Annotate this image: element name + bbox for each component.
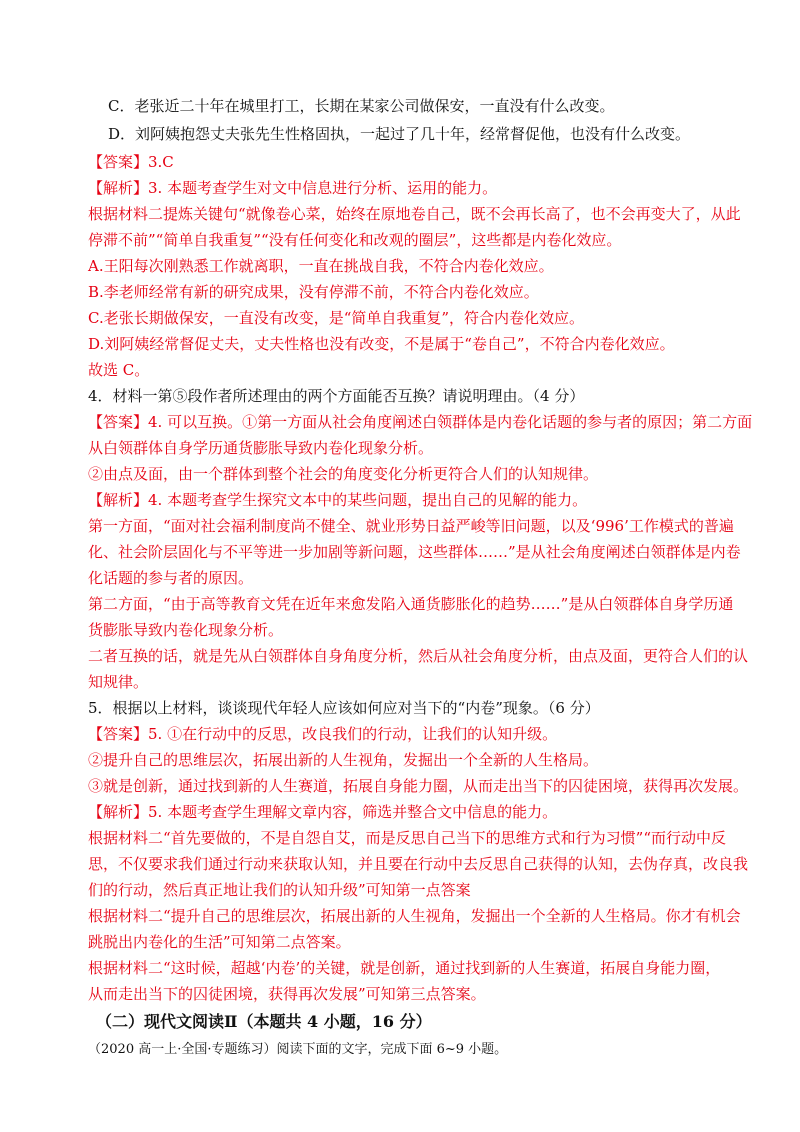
section-heading: （二）现代文阅读Ⅱ（本题共 4 小题，16 分） bbox=[96, 1012, 432, 1031]
answer-5: 【答案】5. ①在行动中的反思，改良我们的行动，让我们的认知升级。 bbox=[88, 725, 558, 743]
answer-4-line: ②由点及面，由一个群体到整个社会的角度变化分析更符合人们的认知规律。 bbox=[88, 465, 599, 483]
analysis-4: 【解析】4. 本题考查学生探究文本中的某些问题，提出自己的见解的能力。 bbox=[88, 491, 588, 509]
answer-5-line: ②提升自己的思维层次，拓展出新的人生视角，发掘出一个全新的人生格局。 bbox=[88, 751, 599, 769]
analysis-4-line: 二者互换的话，就是先从白领群体自身角度分析，然后从社会角度分析，由点及面，更符合人们的认 bbox=[88, 647, 749, 665]
analysis-3-conclusion: 故选 C。 bbox=[88, 361, 150, 379]
analysis-4-line: 第一方面，“面对社会福利制度尚不健全、就业形势日益严峻等旧问题，以及‘996’工作模式的普遍 bbox=[88, 517, 734, 535]
analysis-5-line: 们的行动，然后真正地让我们的认知升级”可知第一点答案 bbox=[88, 881, 471, 899]
analysis-5-line: 跳脱出内卷化的生活”可知第二点答案。 bbox=[88, 933, 351, 951]
analysis-3-line: D.刘阿姨经常督促丈夫，丈夫性格也没有改变，不是属于“卷自己”，不符合内卷化效应。 bbox=[88, 335, 675, 353]
analysis-5-line: 从而走出当下的囚徒困境，获得再次发展”可知第三点答案。 bbox=[88, 985, 486, 1003]
analysis-5-line: 根据材料二“这时候，超越‘内卷’的关键，就是创新，通过找到新的人生赛道，拓展自身能力圈， bbox=[88, 959, 721, 977]
analysis-5: 【解析】5. 本题考查学生理解文章内容，筛选并整合文中信息的能力。 bbox=[88, 803, 558, 821]
question-5: 5．根据以上材料，谈谈现代年轻人应该如何应对当下的“内卷”现象。（6 分） bbox=[88, 699, 600, 717]
analysis-5-line: 思，不仅要求我们通过行动来获取认知，并且要在行动中去反思自己获得的认知，去伪存真，改良我 bbox=[88, 855, 749, 873]
analysis-4-line: 第二方面，“由于高等教育文凭在近年来愈发陷入通货膨胀化的趋势……”是从白领群体自身学历通 bbox=[88, 595, 734, 613]
question-4: 4．材料一第⑤段作者所述理由的两个方面能否互换？请说明理由。（4 分） bbox=[88, 387, 585, 405]
analysis-4-line: 化、社会阶层固化与不平等进一步加剧等新问题，这些群体……”是从社会角度阐述白领群体是内卷 bbox=[88, 543, 741, 561]
option-d: D．刘阿姨抱怨丈夫张先生性格固执，一起过了几十年，经常督促他，也没有什么改变。 bbox=[108, 125, 691, 143]
option-c: C．老张近二十年在城里打工，长期在某家公司做保安，一直没有什么改变。 bbox=[108, 97, 615, 115]
analysis-4-line: 知规律。 bbox=[88, 673, 149, 691]
analysis-4-line: 货膨胀导致内卷化现象分析。 bbox=[88, 621, 284, 639]
analysis-4-line: 化话题的参与者的原因。 bbox=[88, 569, 254, 587]
analysis-3-line: C.老张长期做保安，一直没有改变，是“简单自我重复”，符合内卷化效应。 bbox=[88, 309, 585, 327]
analysis-3-line: B.李老师经常有新的研究成果，没有停滞不前，不符合内卷化效应。 bbox=[88, 283, 539, 301]
analysis-5-line: 根据材料二“首先要做的，不是自怨自艾，而是反思自己当下的思维方式和行为习惯”“而行动中反 bbox=[88, 829, 727, 847]
analysis-5-line: 根据材料二“提升自己的思维层次，拓展出新的人生视角，发掘出一个全新的人生格局。你才有机会 bbox=[88, 907, 741, 925]
answer-4-line: 从白领群体自身学历通货膨胀导致内卷化现象分析。 bbox=[88, 439, 434, 457]
analysis-3: 【解析】3. 本题考查学生对文中信息进行分析、运用的能力。 bbox=[88, 179, 498, 197]
source-note: （2020 高一上·全国·专题练习）阅读下面的文字，完成下面 6~9 小题。 bbox=[88, 1042, 508, 1057]
answer-5-line: ③就是创新，通过找到新的人生赛道，拓展自身能力圈，从而走出当下的囚徒困境，获得再次发展。 bbox=[88, 777, 749, 795]
analysis-3-line: 根据材料二提炼关键句“就像卷心菜，始终在原地卷自己，既不会再长高了，也不会再变大了，从此 bbox=[88, 205, 741, 223]
analysis-3-line: A.王阳每次刚熟悉工作就离职，一直在挑战自我，不符合内卷化效应。 bbox=[88, 257, 554, 275]
answer-3: 【答案】3.C bbox=[88, 153, 174, 171]
answer-4: 【答案】4. 可以互换。①第一方面从社会角度阐述白领群体是内卷化话题的参与者的原因；第二方面 bbox=[88, 413, 753, 431]
analysis-3-line: 停滞不前”“简单自我重复”“没有任何变化和改观的圈层”，这些都是内卷化效应。 bbox=[88, 231, 622, 249]
